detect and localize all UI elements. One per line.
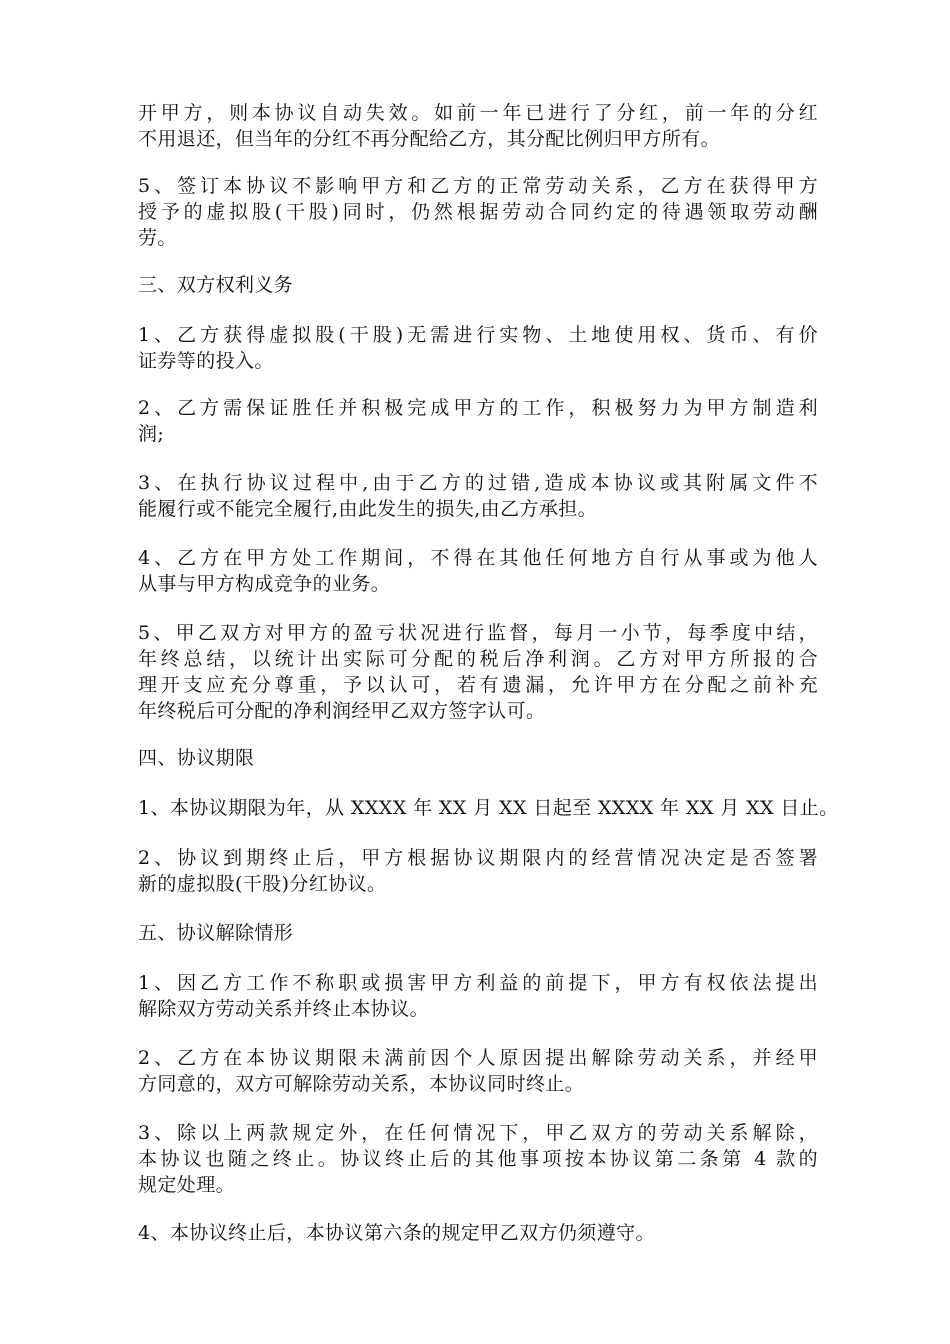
text-line: 四、协议期限 bbox=[138, 747, 255, 769]
text-line: 证券等的投入。 bbox=[138, 350, 274, 372]
text-line: 三、双方权利义务 bbox=[138, 274, 294, 296]
text-line: 从事与甲方构成竞争的业务。 bbox=[138, 573, 391, 595]
text-line: 解除双方劳动关系并终止本协议。 bbox=[138, 998, 430, 1020]
text-line: 劳。 bbox=[138, 227, 177, 249]
text-line: 3、除以上两款规定外，在任何情况下，甲乙双方的劳动关系解除， bbox=[138, 1122, 818, 1144]
text-line: 1、本协议期限为年，从 XXXX 年 XX 月 XX 日起至 XXXX 年 XX 月 XX 日止。 bbox=[138, 797, 839, 819]
clause-3-5 bbox=[138, 620, 818, 724]
clause-4-1 bbox=[138, 795, 839, 821]
text-line: 润; bbox=[138, 423, 165, 445]
paragraph-continuation bbox=[138, 100, 818, 152]
clause-4-2 bbox=[138, 845, 818, 897]
text-line: 授予的虚拟股(干股)同时，仍然根据劳动合同约定的待遇领取劳动酬 bbox=[138, 201, 818, 223]
text-line: 开甲方，则本协议自动失效。如前一年已进行了分红，前一年的分红 bbox=[138, 102, 818, 124]
text-line: 5、签订本协议不影响甲方和乙方的正常劳动关系，乙方在获得甲方 bbox=[138, 175, 818, 197]
text-line: 规定处理。 bbox=[138, 1174, 236, 1196]
text-line: 2、乙方需保证胜任并积极完成甲方的工作，积极努力为甲方制造利 bbox=[138, 397, 818, 419]
text-line: 1、因乙方工作不称职或损害甲方利益的前提下，甲方有权依法提出 bbox=[138, 972, 818, 994]
section-heading-5 bbox=[138, 920, 818, 946]
text-line: 1、乙方获得虚拟股(干股)无需进行实物、土地使用权、货币、有价 bbox=[138, 324, 818, 346]
text-line: 本协议也随之终止。协议终止后的其他事项按本协议第二条第 4 款的 bbox=[138, 1148, 818, 1170]
text-line: 年终税后可分配的净利润经甲乙双方签字认可。 bbox=[138, 700, 546, 722]
text-line: 五、协议解除情形 bbox=[138, 922, 294, 944]
text-line: 4、乙方在甲方处工作期间，不得在其他任何地方自行从事或为他人 bbox=[138, 547, 818, 569]
clause-3-1 bbox=[138, 322, 818, 374]
section-heading-3 bbox=[138, 272, 818, 298]
clause-3-4 bbox=[138, 545, 818, 597]
text-line: 4、本协议终止后，本协议第六条的规定甲乙双方仍须遵守。 bbox=[138, 1222, 655, 1244]
text-line: 2、协议到期终止后，甲方根据协议期限内的经营情况决定是否签署 bbox=[138, 847, 818, 869]
clause-3-2 bbox=[138, 395, 818, 447]
text-line: 新的虚拟股(干股)分红协议。 bbox=[138, 873, 387, 895]
text-line: 理开支应充分尊重，予以认可，若有遗漏，允许甲方在分配之前补充 bbox=[138, 674, 818, 696]
text-line: 5、甲乙双方对甲方的盈亏状况进行监督，每月一小节，每季度中结， bbox=[138, 622, 818, 644]
clause-3-3 bbox=[138, 470, 818, 522]
text-line: 不用退还，但当年的分红不再分配给乙方，其分配比例归甲方所有。 bbox=[138, 128, 721, 150]
clause-5-4 bbox=[138, 1220, 818, 1246]
section-heading-4 bbox=[138, 745, 818, 771]
clause-5-2 bbox=[138, 1045, 818, 1097]
text-line: 2、乙方在本协议期限未满前因个人原因提出解除劳动关系，并经甲 bbox=[138, 1047, 818, 1069]
clause-5-3 bbox=[138, 1120, 818, 1198]
text-line: 方同意的，双方可解除劳动关系，本协议同时终止。 bbox=[138, 1073, 585, 1095]
text-line: 能履行或不能完全履行,由此发生的损失,由乙方承担。 bbox=[138, 498, 598, 520]
text-line: 3、在执行协议过程中,由于乙方的过错,造成本协议或其附属文件不 bbox=[138, 472, 818, 494]
clause-5-1 bbox=[138, 970, 818, 1022]
text-line: 年终总结，以统计出实际可分配的税后净利润。乙方对甲方所报的合 bbox=[138, 648, 818, 670]
clause-2-5 bbox=[138, 173, 818, 251]
